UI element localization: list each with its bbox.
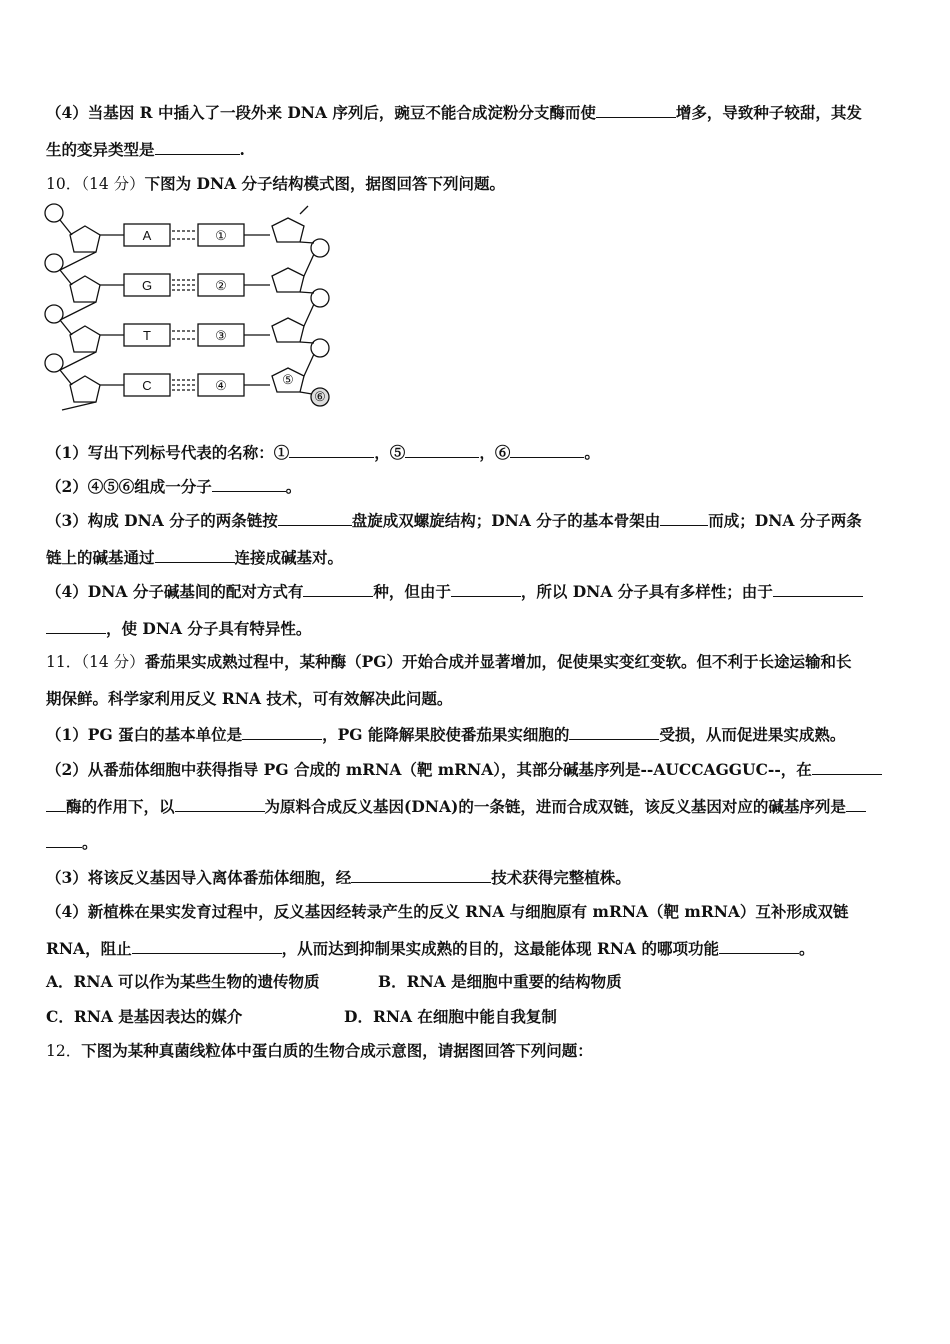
q11-p2-line2: 酶的作用下，以 为原料合成反义基因(DNA)的一条链，进而合成双链，该反义基因对应的碱基序列是 — [46, 796, 866, 817]
base-label-right: ① — [215, 228, 227, 243]
answer-blank[interactable] — [46, 832, 82, 848]
answer-blank[interactable] — [660, 510, 708, 526]
question-number: 11．（14 分） — [46, 653, 145, 671]
q10-p4-line1: （4）DNA 分子碱基间的配对方式有 种，但由于 ，所以 DNA 分子具有多样性；由于 — [46, 581, 863, 602]
q9-p4-line1: （4）当基因 R 中插入了一段外来 DNA 序列后，豌豆不能合成淀粉分支酶而使 增多，导致种子较甜，其发 — [46, 103, 862, 122]
answer-blank[interactable] — [155, 139, 240, 155]
answer-blank[interactable] — [569, 724, 659, 740]
label-6: ⑥ — [314, 389, 326, 404]
deoxyribose-pentagon — [272, 218, 304, 242]
base-label-left: A — [142, 228, 152, 243]
q9-p4-line2: 生的变异类型是 . — [46, 140, 245, 159]
answer-blank[interactable] — [405, 442, 479, 458]
q11-stem-line2: 期保鲜。科学家利用反义 RNA 技术，可有效解决此问题。 — [46, 689, 453, 708]
base-label-right: ④ — [215, 378, 227, 393]
q11-p4-line1: （4）新植株在果实发育过程中，反义基因经转录产生的反义 RNA 与细胞原有 mRNA（靶 mRNA）互补形成双链 — [46, 902, 849, 921]
answer-blank[interactable] — [773, 581, 863, 597]
label-5: ⑤ — [282, 372, 294, 387]
answer-blank[interactable] — [289, 442, 374, 458]
answer-blank[interactable] — [351, 867, 491, 883]
answer-blank[interactable] — [510, 442, 584, 458]
answer-blank[interactable] — [46, 618, 106, 634]
q11-p2-line1: （2）从番茄体细胞中获得指导 PG 合成的 mRNA（靶 mRNA），其部分碱基序列是--AUCCAGGUC--，在 — [46, 759, 882, 780]
q11-p2-line3: 。 — [46, 832, 98, 853]
q12-stem: 12．下图为某种真菌线粒体中蛋白质的生物合成示意图，请据图回答下列问题： — [46, 1041, 593, 1060]
deoxyribose-pentagon — [70, 276, 100, 302]
question-number: 10．（14 分） — [46, 175, 145, 193]
base-label-left: G — [141, 278, 153, 293]
q11-p4-line2: RNA，阻止 ，从而达到抑制果实成熟的目的，这最能体现 RNA 的哪项功能 。 — [46, 939, 815, 958]
q11-option-c[interactable]: C．RNA 是基因表达的媒介 — [46, 1007, 243, 1026]
deoxyribose-pentagon — [70, 326, 100, 352]
answer-blank[interactable] — [278, 510, 352, 526]
q10-p1: （1）写出下列标号代表的名称：① ，⑤ ，⑥ 。 — [46, 443, 600, 462]
deoxyribose-pentagon — [70, 226, 100, 252]
q11-option-d[interactable]: D．RNA 在细胞中能自我复制 — [344, 1007, 557, 1026]
dna-structure-diagram — [38, 198, 338, 413]
deoxyribose-pentagon — [272, 268, 304, 292]
answer-blank[interactable] — [175, 796, 265, 812]
q10-p4-line2: ，使 DNA 分子具有特异性。 — [46, 618, 311, 639]
q10-stem: 10．（14 分）下图为 DNA 分子结构模式图，据图回答下列问题。 — [46, 174, 506, 193]
q10-p3-line2: 链上的碱基通过 连接成碱基对。 — [46, 548, 344, 567]
q10-p2: （2）④⑤⑥组成一分子 。 — [46, 477, 302, 496]
base-label-left: T — [143, 328, 151, 343]
answer-blank[interactable] — [132, 938, 282, 954]
answer-blank[interactable] — [846, 796, 866, 812]
base-label-right: ② — [215, 278, 227, 293]
phosphate-circle — [45, 204, 63, 222]
q11-option-a[interactable]: A．RNA 可以作为某些生物的遗传物质 — [46, 972, 320, 991]
answer-blank[interactable] — [719, 938, 799, 954]
base-label-left: C — [142, 378, 152, 393]
q11-p3: （3）将该反义基因导入离体番茄体细胞，经 技术获得完整植株。 — [46, 868, 631, 887]
q11-p1: （1）PG 蛋白的基本单位是 ，PG 能降解果胶使番茄果实细胞的 受损，从而促进果实成熟。 — [46, 725, 846, 744]
answer-blank[interactable] — [212, 476, 286, 492]
answer-blank[interactable] — [812, 759, 882, 775]
answer-blank[interactable] — [155, 547, 235, 563]
q11-stem-line1: 11．（14 分）番茄果实成熟过程中，某种酶（PG）开始合成并显著增加，促使果实变红变软。但不利于长途运输和长 — [46, 652, 852, 671]
answer-blank[interactable] — [303, 581, 373, 597]
answer-blank[interactable] — [242, 724, 322, 740]
answer-blank[interactable] — [46, 796, 66, 812]
q11-option-b[interactable]: B．RNA 是细胞中重要的结构物质 — [378, 972, 622, 991]
q10-p3-line1: （3）构成 DNA 分子的两条链按 盘旋成双螺旋结构；DNA 分子的基本骨架由 而成；DNA 分子两条 — [46, 511, 862, 530]
base-label-right: ③ — [215, 328, 227, 343]
deoxyribose-pentagon — [70, 376, 100, 402]
answer-blank[interactable] — [596, 102, 676, 118]
deoxyribose-pentagon — [272, 318, 304, 342]
question-number: 12． — [46, 1042, 82, 1060]
answer-blank[interactable] — [451, 581, 521, 597]
